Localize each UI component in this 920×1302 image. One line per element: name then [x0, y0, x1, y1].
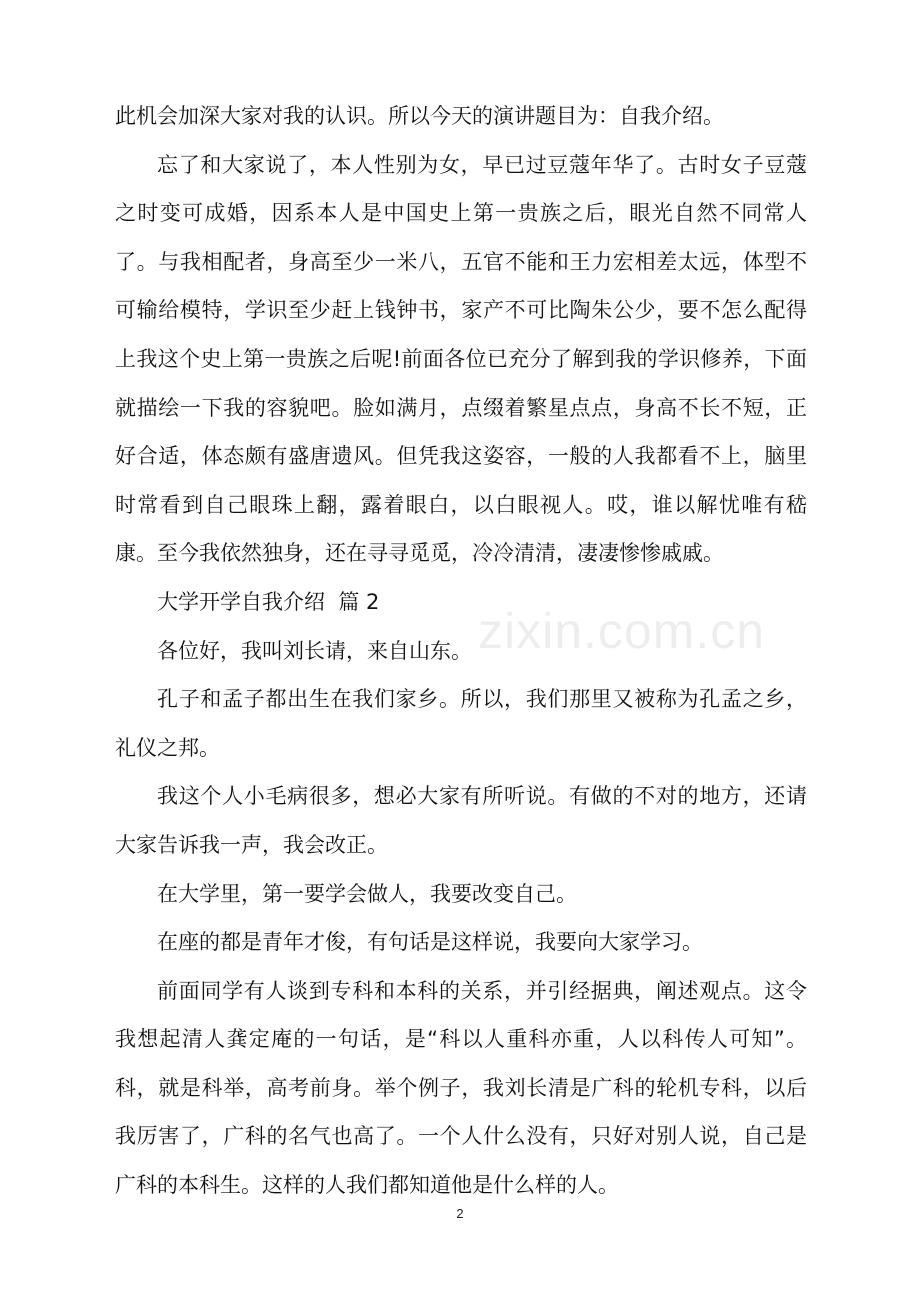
paragraph-7: 在座的都是青年才俊，有句话是这样说，我要向大家学习。 — [157, 930, 703, 955]
paragraph-5: 我这个人小毛病很多，想必大家有所听说。有做的不对的地方，还请大家告诉我一声，我会改正。 — [115, 784, 807, 857]
paragraph-1: 此机会加深大家对我的认识。所以今天的演讲题目为：自我介绍。 — [115, 104, 724, 128]
paragraph-3: 各位好，我叫刘长请，来自山东。 — [157, 638, 472, 663]
watermark: zixin.com.cn — [478, 603, 766, 659]
paragraph-6: 在大学里，第一要学会做人，我要改变自己。 — [157, 881, 577, 906]
paragraph-4: 孔子和孟子都出生在我们家乡。所以，我们那里又被称为孔孟之乡，礼仪之邦。 — [115, 687, 807, 760]
paragraph-2: 忘了和大家说了，本人性别为女，早已过豆蔻年华了。古时女子豆蔻之时变可成婚，因系本人是中国史上第一贵族之后，眼光自然不同常人了。与我相配者，身高至少一米八，五官不能和王力宏相差太远，体型不可输给模特，学识至少赶上钱钟书，家产不可比陶朱公少，要不怎么配得上我这个史上第一贵族之后呢!前面各位已充分了解到我的学识修养，下面就描绘一下我的容貌吧。脸如满月，点缀着繁星点点，身高不长不短，正好合适，体态颇有盛唐遗风。但凭我这姿容，一般的人我都看不上，脑里时常看到自己眼珠上翻，露着眼白，以白眼视人。哎，谁以解忧唯有嵇康。至今我依然独身，还在寻寻觅觅，冷冷清清，凄凄惨惨戚戚。 — [115, 152, 807, 566]
section-heading: 大学开学自我介绍 篇 2 — [157, 589, 380, 614]
page-number: 2 — [456, 1206, 464, 1221]
paragraph-8: 前面同学有人谈到专科和本科的关系，并引经据典，阐述观点。这令我想起清人龚定庵的一句话，是“科以人重科亦重，人以科传人可知”。科，就是科举，高考前身。举个例子，我刘长清是广科的轮机专科，以后我厉害了，广科的名气也高了。一个人什么没有，只好对别人说，自己是广科的本科生。这样的人我们都知道他是什么样的人。 — [115, 978, 807, 1198]
